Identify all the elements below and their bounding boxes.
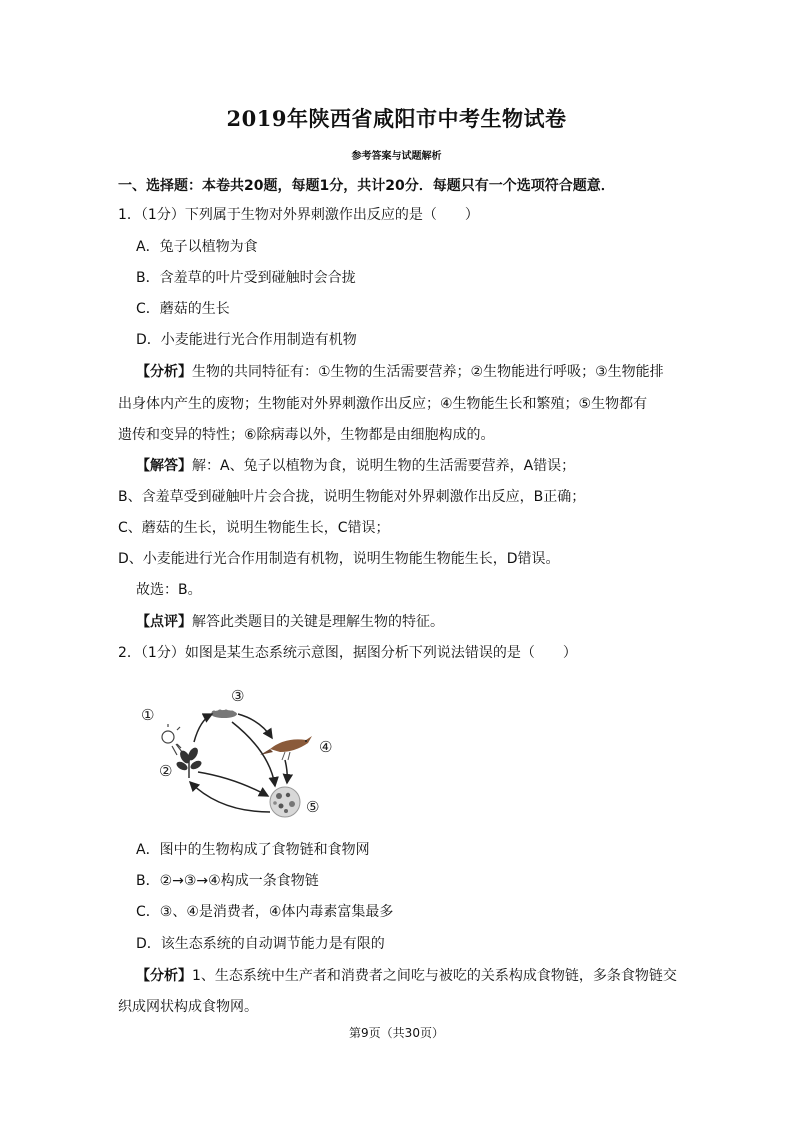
q1-answer-line-1: 【解答】解：A、兔子以植物为食，说明生物的生活需要营养，A错误；: [136, 458, 576, 474]
q1-analysis-line-1: 【分析】生物的共同特征有：①生物的生活需要营养；②生物能进行呼吸；③生物能排: [136, 364, 664, 380]
q1-comment: 【点评】解答此类题目的关键是理解生物的特征。: [136, 614, 444, 630]
caterpillar-icon: [211, 710, 237, 719]
diagram-label-3: ③: [231, 687, 245, 705]
q1-answer-label: 【解答】: [136, 458, 192, 474]
q2-option-d: D．该生态系统的自动调节能力是有限的: [136, 936, 385, 952]
diagram-label-4: ④: [319, 738, 333, 756]
bird-icon: [260, 736, 312, 760]
q2-analysis-line-2: 织成网状构成食物网。: [118, 999, 258, 1015]
page-subtitle: 参考答案与试题解析: [351, 151, 442, 162]
arrow-caterpillar-to-decomposer: [232, 722, 275, 786]
q2-option-b: B．②→③→④构成一条食物链: [136, 873, 319, 889]
q1-answer-line-3: C、蘑菇的生长，说明生物能生长，C错误；: [118, 520, 390, 536]
q1-comment-label: 【点评】: [136, 614, 192, 630]
plant-icon: [175, 746, 203, 778]
diagram-label-5: ⑤: [306, 798, 320, 816]
question-1-stem: 1．（1分）下列属于生物对外界刺激作出反应的是（ ）: [118, 207, 479, 223]
decomposer-icon: [270, 787, 300, 817]
diagram-label-1: ①: [141, 706, 155, 724]
q1-option-b: B．含羞草的叶片受到碰触时会合拢: [136, 270, 356, 286]
ecosystem-diagram: [130, 682, 333, 827]
arrow-plant-to-decomposer: [198, 772, 268, 796]
q2-analysis-line-1: 【分析】1、生态系统中生产者和消费者之间吃与被吃的关系构成食物链，多条食物链交: [136, 968, 677, 984]
q1-option-c: C．蘑菇的生长: [136, 301, 230, 317]
q2-analysis-label: 【分析】: [136, 968, 192, 984]
question-2-stem: 2．（1分）如图是某生态系统示意图，据图分析下列说法错误的是（ ）: [118, 645, 577, 661]
arrow-caterpillar-to-bird: [238, 714, 272, 738]
arrow-plant-to-caterpillar: [194, 714, 212, 742]
arrow-decomposer-to-plant: [190, 782, 270, 812]
page-footer: 第9页（共30页）: [349, 1026, 444, 1040]
q1-answer-line-5: 故选：B。: [136, 582, 202, 598]
q1-option-d: D．小麦能进行光合作用制造有机物: [136, 332, 357, 348]
q1-answer-line-4: D、小麦能进行光合作用制造有机物，说明生物能生物能生长，D错误。: [118, 551, 560, 567]
arrow-bird-to-decomposer: [285, 760, 287, 783]
q1-analysis-label: 【分析】: [136, 364, 192, 380]
q2-option-a: A．图中的生物构成了食物链和食物网: [136, 842, 370, 858]
q1-option-a: A．兔子以植物为食: [136, 239, 258, 255]
q2-option-c: C．③、④是消费者，④体内毒素富集最多: [136, 904, 394, 920]
q1-analysis-line-3: 遗传和变异的特性；⑥除病毒以外，生物都是由细胞构成的。: [118, 427, 495, 443]
q1-analysis-line-2: 出身体内产生的废物；生物能对外界刺激作出反应；④生物能生长和繁殖；⑤生物都有: [118, 396, 648, 412]
section-heading: 一、选择题：本卷共20题，每题1分，共计20分．每题只有一个选项符合题意．: [118, 178, 615, 194]
page-title: 2019年陕西省咸阳市中考生物试卷: [226, 106, 567, 131]
diagram-label-2: ②: [159, 762, 173, 780]
sun-icon: [162, 724, 182, 755]
q1-answer-line-2: B、含羞草受到碰触叶片会合拢，说明生物能对外界刺激作出反应，B正确；: [118, 489, 586, 505]
